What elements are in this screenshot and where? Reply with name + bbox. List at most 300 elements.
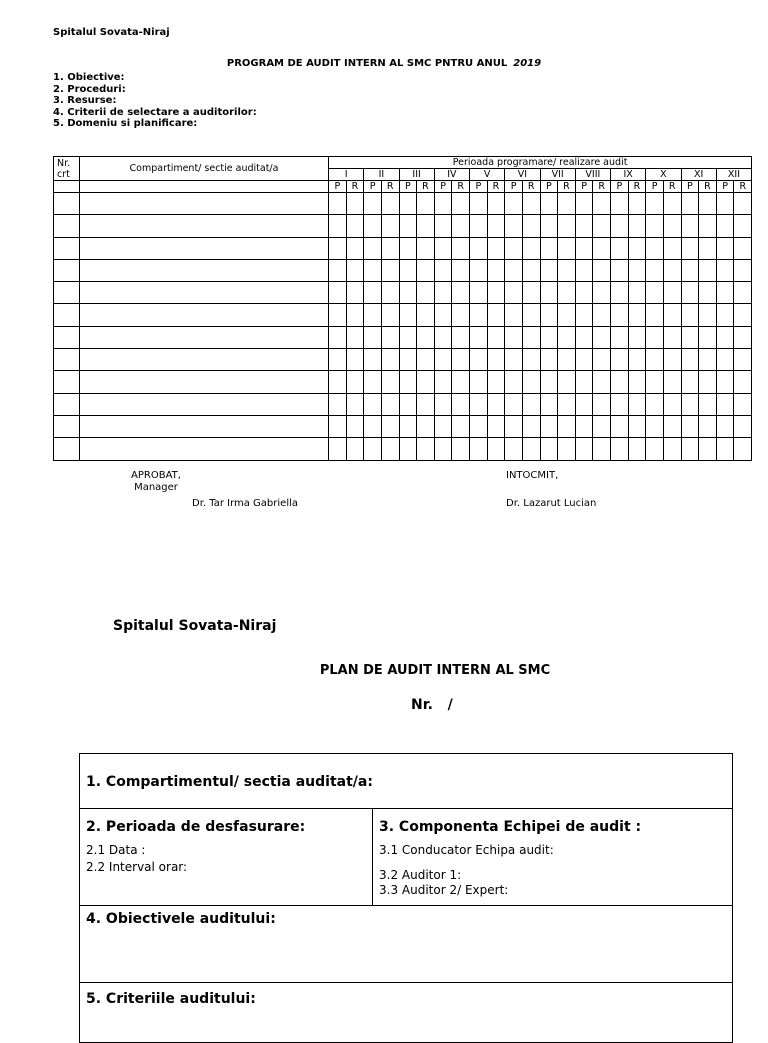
schedule-cell[interactable] (716, 393, 734, 415)
schedule-cell[interactable] (329, 415, 347, 437)
schedule-cell[interactable] (522, 415, 540, 437)
schedule-cell[interactable] (611, 393, 629, 415)
schedule-cell[interactable] (646, 259, 664, 281)
schedule-cell[interactable] (716, 215, 734, 237)
schedule-cell[interactable] (540, 215, 558, 237)
schedule-cell[interactable] (681, 415, 699, 437)
schedule-cell[interactable] (558, 215, 576, 237)
schedule-cell[interactable] (593, 193, 611, 215)
row-number-cell[interactable] (54, 326, 80, 348)
schedule-cell[interactable] (417, 215, 435, 237)
schedule-cell[interactable] (434, 438, 452, 460)
schedule-cell[interactable] (364, 371, 382, 393)
schedule-cell[interactable] (734, 393, 752, 415)
schedule-cell[interactable] (381, 215, 399, 237)
schedule-cell[interactable] (399, 282, 417, 304)
compartment-cell[interactable] (80, 415, 329, 437)
schedule-cell[interactable] (470, 415, 488, 437)
schedule-cell[interactable] (681, 259, 699, 281)
schedule-cell[interactable] (558, 438, 576, 460)
schedule-cell[interactable] (540, 393, 558, 415)
schedule-cell[interactable] (329, 438, 347, 460)
schedule-cell[interactable] (470, 326, 488, 348)
compartment-cell[interactable] (80, 193, 329, 215)
schedule-cell[interactable] (575, 282, 593, 304)
schedule-cell[interactable] (646, 304, 664, 326)
schedule-cell[interactable] (611, 215, 629, 237)
schedule-cell[interactable] (505, 304, 523, 326)
schedule-cell[interactable] (734, 371, 752, 393)
schedule-cell[interactable] (487, 326, 505, 348)
schedule-cell[interactable] (699, 282, 717, 304)
schedule-cell[interactable] (540, 438, 558, 460)
schedule-cell[interactable] (575, 193, 593, 215)
schedule-cell[interactable] (593, 237, 611, 259)
schedule-cell[interactable] (329, 193, 347, 215)
schedule-cell[interactable] (663, 304, 681, 326)
schedule-cell[interactable] (734, 215, 752, 237)
compartment-cell[interactable] (80, 282, 329, 304)
schedule-cell[interactable] (381, 438, 399, 460)
schedule-cell[interactable] (364, 326, 382, 348)
schedule-cell[interactable] (381, 393, 399, 415)
schedule-cell[interactable] (364, 282, 382, 304)
schedule-cell[interactable] (663, 259, 681, 281)
schedule-cell[interactable] (399, 304, 417, 326)
schedule-cell[interactable] (329, 393, 347, 415)
schedule-cell[interactable] (381, 349, 399, 371)
schedule-cell[interactable] (522, 282, 540, 304)
schedule-cell[interactable] (487, 438, 505, 460)
schedule-cell[interactable] (611, 304, 629, 326)
schedule-cell[interactable] (487, 282, 505, 304)
row-number-cell[interactable] (54, 304, 80, 326)
schedule-cell[interactable] (487, 215, 505, 237)
schedule-cell[interactable] (346, 259, 364, 281)
schedule-cell[interactable] (716, 259, 734, 281)
schedule-cell[interactable] (558, 349, 576, 371)
schedule-cell[interactable] (681, 371, 699, 393)
schedule-cell[interactable] (699, 237, 717, 259)
schedule-cell[interactable] (646, 237, 664, 259)
schedule-cell[interactable] (452, 259, 470, 281)
schedule-cell[interactable] (452, 215, 470, 237)
schedule-cell[interactable] (681, 282, 699, 304)
schedule-cell[interactable] (505, 282, 523, 304)
schedule-cell[interactable] (346, 304, 364, 326)
schedule-cell[interactable] (699, 393, 717, 415)
schedule-cell[interactable] (417, 371, 435, 393)
schedule-cell[interactable] (381, 259, 399, 281)
schedule-cell[interactable] (417, 438, 435, 460)
schedule-cell[interactable] (646, 393, 664, 415)
schedule-cell[interactable] (699, 371, 717, 393)
schedule-cell[interactable] (628, 282, 646, 304)
schedule-cell[interactable] (452, 282, 470, 304)
schedule-cell[interactable] (734, 349, 752, 371)
schedule-cell[interactable] (434, 237, 452, 259)
schedule-cell[interactable] (399, 259, 417, 281)
schedule-cell[interactable] (364, 237, 382, 259)
schedule-cell[interactable] (716, 371, 734, 393)
compartment-cell[interactable] (80, 349, 329, 371)
schedule-cell[interactable] (540, 371, 558, 393)
schedule-cell[interactable] (540, 282, 558, 304)
schedule-cell[interactable] (329, 349, 347, 371)
schedule-cell[interactable] (575, 415, 593, 437)
schedule-cell[interactable] (329, 371, 347, 393)
schedule-cell[interactable] (364, 393, 382, 415)
schedule-cell[interactable] (399, 326, 417, 348)
schedule-cell[interactable] (734, 415, 752, 437)
schedule-cell[interactable] (628, 415, 646, 437)
schedule-cell[interactable] (558, 371, 576, 393)
schedule-cell[interactable] (646, 282, 664, 304)
schedule-cell[interactable] (417, 259, 435, 281)
schedule-cell[interactable] (399, 371, 417, 393)
schedule-cell[interactable] (329, 304, 347, 326)
schedule-cell[interactable] (663, 282, 681, 304)
schedule-cell[interactable] (487, 349, 505, 371)
schedule-cell[interactable] (646, 371, 664, 393)
schedule-cell[interactable] (716, 326, 734, 348)
schedule-cell[interactable] (470, 393, 488, 415)
schedule-cell[interactable] (540, 415, 558, 437)
schedule-cell[interactable] (663, 415, 681, 437)
schedule-cell[interactable] (417, 282, 435, 304)
schedule-cell[interactable] (558, 237, 576, 259)
schedule-cell[interactable] (628, 371, 646, 393)
schedule-cell[interactable] (470, 193, 488, 215)
schedule-cell[interactable] (558, 259, 576, 281)
schedule-cell[interactable] (364, 215, 382, 237)
schedule-cell[interactable] (628, 326, 646, 348)
schedule-cell[interactable] (364, 349, 382, 371)
schedule-cell[interactable] (487, 415, 505, 437)
schedule-cell[interactable] (364, 415, 382, 437)
schedule-cell[interactable] (734, 304, 752, 326)
schedule-cell[interactable] (434, 282, 452, 304)
schedule-cell[interactable] (522, 193, 540, 215)
schedule-cell[interactable] (346, 215, 364, 237)
schedule-cell[interactable] (575, 438, 593, 460)
schedule-cell[interactable] (346, 371, 364, 393)
schedule-cell[interactable] (434, 304, 452, 326)
schedule-cell[interactable] (522, 438, 540, 460)
schedule-cell[interactable] (417, 304, 435, 326)
schedule-cell[interactable] (381, 371, 399, 393)
schedule-cell[interactable] (663, 193, 681, 215)
schedule-cell[interactable] (593, 393, 611, 415)
compartment-cell[interactable] (80, 304, 329, 326)
schedule-cell[interactable] (611, 415, 629, 437)
schedule-cell[interactable] (434, 215, 452, 237)
schedule-cell[interactable] (470, 304, 488, 326)
schedule-cell[interactable] (434, 193, 452, 215)
schedule-cell[interactable] (716, 193, 734, 215)
schedule-cell[interactable] (575, 259, 593, 281)
schedule-cell[interactable] (699, 326, 717, 348)
row-number-cell[interactable] (54, 438, 80, 460)
row-number-cell[interactable] (54, 193, 80, 215)
schedule-cell[interactable] (699, 193, 717, 215)
schedule-cell[interactable] (611, 349, 629, 371)
schedule-cell[interactable] (716, 438, 734, 460)
schedule-cell[interactable] (699, 304, 717, 326)
schedule-cell[interactable] (364, 193, 382, 215)
schedule-cell[interactable] (628, 259, 646, 281)
schedule-cell[interactable] (522, 393, 540, 415)
compartment-cell[interactable] (80, 326, 329, 348)
schedule-cell[interactable] (734, 438, 752, 460)
schedule-cell[interactable] (399, 438, 417, 460)
schedule-cell[interactable] (593, 438, 611, 460)
schedule-cell[interactable] (346, 438, 364, 460)
row-number-cell[interactable] (54, 415, 80, 437)
schedule-cell[interactable] (381, 237, 399, 259)
schedule-cell[interactable] (593, 349, 611, 371)
schedule-cell[interactable] (399, 415, 417, 437)
schedule-cell[interactable] (734, 259, 752, 281)
schedule-cell[interactable] (646, 415, 664, 437)
compartment-cell[interactable] (80, 371, 329, 393)
schedule-cell[interactable] (663, 326, 681, 348)
schedule-cell[interactable] (575, 393, 593, 415)
schedule-cell[interactable] (470, 371, 488, 393)
schedule-cell[interactable] (681, 237, 699, 259)
schedule-cell[interactable] (540, 237, 558, 259)
schedule-cell[interactable] (540, 304, 558, 326)
schedule-cell[interactable] (734, 282, 752, 304)
schedule-cell[interactable] (505, 237, 523, 259)
schedule-cell[interactable] (452, 349, 470, 371)
schedule-cell[interactable] (716, 349, 734, 371)
schedule-cell[interactable] (575, 326, 593, 348)
schedule-cell[interactable] (434, 371, 452, 393)
schedule-cell[interactable] (487, 193, 505, 215)
schedule-cell[interactable] (540, 326, 558, 348)
schedule-cell[interactable] (487, 393, 505, 415)
schedule-cell[interactable] (399, 237, 417, 259)
schedule-cell[interactable] (505, 215, 523, 237)
schedule-cell[interactable] (593, 304, 611, 326)
schedule-cell[interactable] (346, 282, 364, 304)
schedule-cell[interactable] (399, 393, 417, 415)
schedule-cell[interactable] (681, 193, 699, 215)
schedule-cell[interactable] (646, 193, 664, 215)
schedule-cell[interactable] (329, 326, 347, 348)
schedule-cell[interactable] (699, 259, 717, 281)
schedule-cell[interactable] (558, 282, 576, 304)
row-number-cell[interactable] (54, 237, 80, 259)
schedule-cell[interactable] (646, 326, 664, 348)
schedule-cell[interactable] (611, 371, 629, 393)
schedule-cell[interactable] (699, 349, 717, 371)
schedule-cell[interactable] (593, 415, 611, 437)
schedule-cell[interactable] (470, 215, 488, 237)
schedule-cell[interactable] (522, 371, 540, 393)
schedule-cell[interactable] (681, 215, 699, 237)
schedule-cell[interactable] (628, 193, 646, 215)
schedule-cell[interactable] (417, 415, 435, 437)
schedule-cell[interactable] (381, 304, 399, 326)
schedule-cell[interactable] (364, 304, 382, 326)
row-number-cell[interactable] (54, 393, 80, 415)
schedule-cell[interactable] (522, 215, 540, 237)
schedule-cell[interactable] (628, 215, 646, 237)
schedule-cell[interactable] (470, 259, 488, 281)
schedule-cell[interactable] (575, 349, 593, 371)
schedule-cell[interactable] (558, 415, 576, 437)
schedule-cell[interactable] (611, 438, 629, 460)
schedule-cell[interactable] (575, 371, 593, 393)
schedule-cell[interactable] (452, 393, 470, 415)
schedule-cell[interactable] (716, 415, 734, 437)
schedule-cell[interactable] (346, 393, 364, 415)
schedule-cell[interactable] (716, 304, 734, 326)
schedule-cell[interactable] (452, 438, 470, 460)
row-number-cell[interactable] (54, 215, 80, 237)
schedule-cell[interactable] (434, 415, 452, 437)
schedule-cell[interactable] (734, 326, 752, 348)
schedule-cell[interactable] (540, 193, 558, 215)
schedule-cell[interactable] (522, 349, 540, 371)
schedule-cell[interactable] (434, 326, 452, 348)
schedule-cell[interactable] (611, 259, 629, 281)
schedule-cell[interactable] (346, 349, 364, 371)
schedule-cell[interactable] (505, 415, 523, 437)
schedule-cell[interactable] (505, 193, 523, 215)
schedule-cell[interactable] (681, 326, 699, 348)
schedule-cell[interactable] (505, 349, 523, 371)
schedule-cell[interactable] (452, 371, 470, 393)
schedule-cell[interactable] (611, 193, 629, 215)
schedule-cell[interactable] (452, 237, 470, 259)
schedule-cell[interactable] (329, 259, 347, 281)
schedule-cell[interactable] (699, 415, 717, 437)
schedule-cell[interactable] (522, 237, 540, 259)
schedule-cell[interactable] (593, 371, 611, 393)
schedule-cell[interactable] (681, 349, 699, 371)
schedule-cell[interactable] (346, 326, 364, 348)
schedule-cell[interactable] (417, 393, 435, 415)
schedule-cell[interactable] (663, 438, 681, 460)
schedule-cell[interactable] (346, 237, 364, 259)
schedule-cell[interactable] (628, 237, 646, 259)
schedule-cell[interactable] (417, 237, 435, 259)
schedule-cell[interactable] (452, 415, 470, 437)
schedule-cell[interactable] (417, 326, 435, 348)
schedule-cell[interactable] (558, 193, 576, 215)
schedule-cell[interactable] (381, 193, 399, 215)
schedule-cell[interactable] (470, 237, 488, 259)
schedule-cell[interactable] (681, 438, 699, 460)
schedule-cell[interactable] (452, 193, 470, 215)
schedule-cell[interactable] (593, 259, 611, 281)
schedule-cell[interactable] (399, 193, 417, 215)
schedule-cell[interactable] (628, 438, 646, 460)
schedule-cell[interactable] (381, 326, 399, 348)
schedule-cell[interactable] (399, 215, 417, 237)
schedule-cell[interactable] (646, 349, 664, 371)
schedule-cell[interactable] (540, 259, 558, 281)
schedule-cell[interactable] (329, 282, 347, 304)
schedule-cell[interactable] (699, 215, 717, 237)
schedule-cell[interactable] (663, 237, 681, 259)
schedule-cell[interactable] (399, 349, 417, 371)
schedule-cell[interactable] (663, 215, 681, 237)
compartment-cell[interactable] (80, 237, 329, 259)
schedule-cell[interactable] (628, 349, 646, 371)
schedule-cell[interactable] (417, 193, 435, 215)
schedule-cell[interactable] (628, 393, 646, 415)
compartment-cell[interactable] (80, 215, 329, 237)
schedule-cell[interactable] (434, 259, 452, 281)
schedule-cell[interactable] (346, 193, 364, 215)
schedule-cell[interactable] (646, 215, 664, 237)
schedule-cell[interactable] (487, 237, 505, 259)
schedule-cell[interactable] (593, 282, 611, 304)
schedule-cell[interactable] (487, 304, 505, 326)
schedule-cell[interactable] (329, 237, 347, 259)
row-number-cell[interactable] (54, 282, 80, 304)
schedule-cell[interactable] (716, 237, 734, 259)
schedule-cell[interactable] (381, 282, 399, 304)
schedule-cell[interactable] (663, 393, 681, 415)
schedule-cell[interactable] (575, 304, 593, 326)
schedule-cell[interactable] (470, 438, 488, 460)
schedule-cell[interactable] (611, 326, 629, 348)
schedule-cell[interactable] (329, 215, 347, 237)
schedule-cell[interactable] (558, 304, 576, 326)
schedule-cell[interactable] (593, 326, 611, 348)
schedule-cell[interactable] (575, 237, 593, 259)
row-number-cell[interactable] (54, 349, 80, 371)
schedule-cell[interactable] (522, 304, 540, 326)
schedule-cell[interactable] (628, 304, 646, 326)
schedule-cell[interactable] (434, 349, 452, 371)
schedule-cell[interactable] (522, 326, 540, 348)
schedule-cell[interactable] (681, 304, 699, 326)
schedule-cell[interactable] (558, 393, 576, 415)
schedule-cell[interactable] (381, 415, 399, 437)
schedule-cell[interactable] (505, 326, 523, 348)
schedule-cell[interactable] (716, 282, 734, 304)
schedule-cell[interactable] (646, 438, 664, 460)
schedule-cell[interactable] (505, 393, 523, 415)
schedule-cell[interactable] (558, 326, 576, 348)
schedule-cell[interactable] (663, 371, 681, 393)
schedule-cell[interactable] (734, 237, 752, 259)
schedule-cell[interactable] (522, 259, 540, 281)
compartment-cell[interactable] (80, 259, 329, 281)
schedule-cell[interactable] (611, 237, 629, 259)
schedule-cell[interactable] (505, 371, 523, 393)
compartment-cell[interactable] (80, 393, 329, 415)
schedule-cell[interactable] (364, 438, 382, 460)
schedule-cell[interactable] (699, 438, 717, 460)
schedule-cell[interactable] (434, 393, 452, 415)
compartment-cell[interactable] (80, 438, 329, 460)
schedule-cell[interactable] (487, 259, 505, 281)
schedule-cell[interactable] (452, 304, 470, 326)
row-number-cell[interactable] (54, 371, 80, 393)
schedule-cell[interactable] (540, 349, 558, 371)
schedule-cell[interactable] (470, 349, 488, 371)
schedule-cell[interactable] (593, 215, 611, 237)
schedule-cell[interactable] (505, 438, 523, 460)
schedule-cell[interactable] (611, 282, 629, 304)
